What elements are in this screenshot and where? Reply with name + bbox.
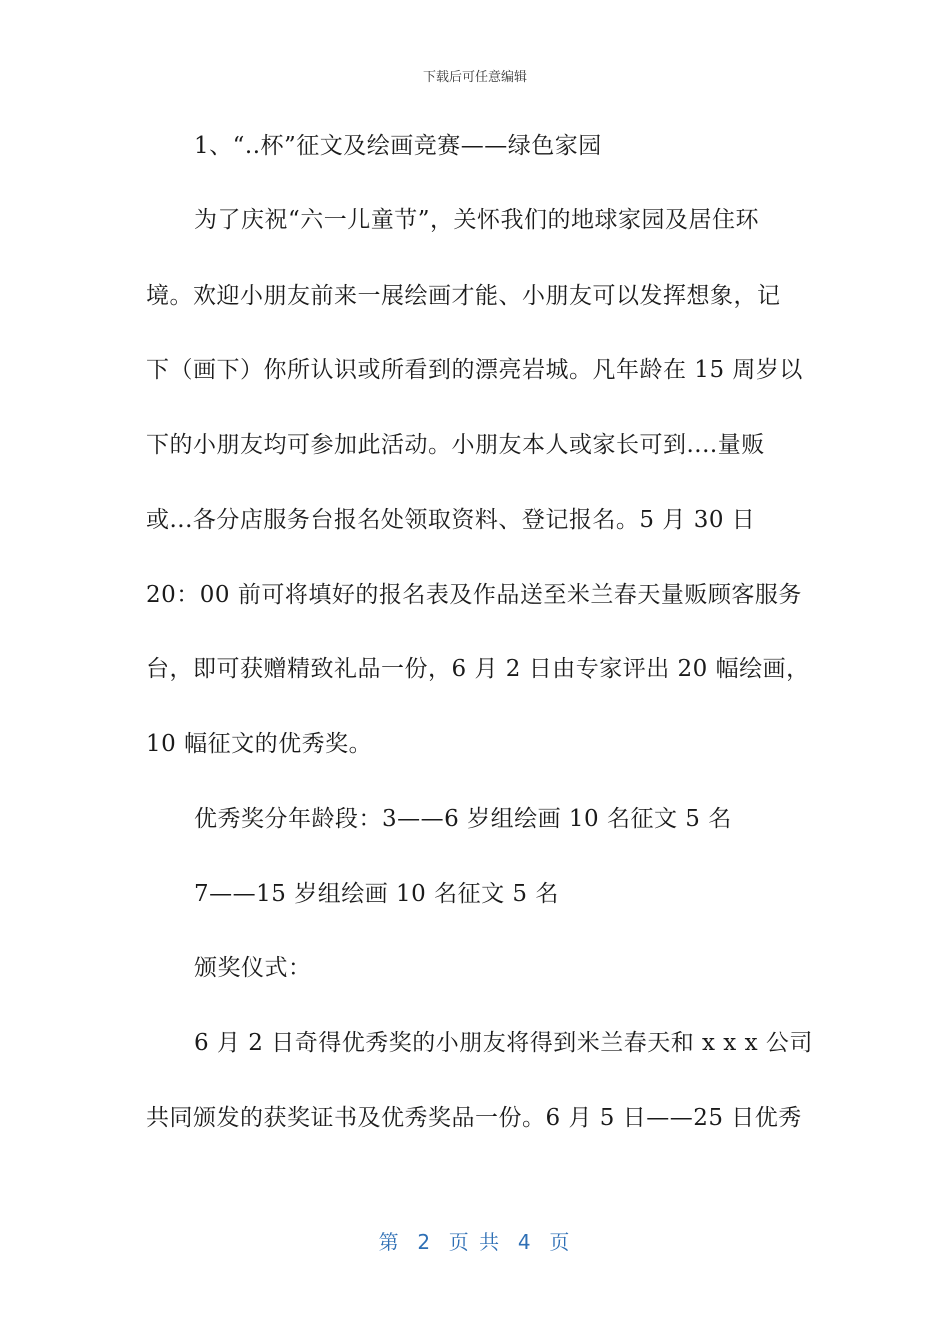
paragraph-line: 下（画下）你所认识或所看到的漂亮岩城。凡年龄在 15 周岁以 — [146, 357, 803, 383]
page-header: 下载后可任意编辑 — [422, 70, 527, 85]
paragraph-line: 7——15 岁组绘画 10 名征文 5 名 — [194, 881, 559, 907]
paragraph-line: 10 幅征文的优秀奖。 — [146, 731, 373, 757]
paragraph-line: 或...各分店服务台报名处领取资料、登记报名。5 月 30 日 — [146, 507, 756, 533]
section-heading: 1、“..杯”征文及绘画竞赛——绿色家园 — [194, 133, 602, 159]
paragraph-line: 20：00 前可将填好的报名表及作品送至米兰春天量贩顾客服务 — [146, 582, 802, 608]
paragraph-line: 台，即可获赠精致礼品一份，6 月 2 日由专家评出 20 幅绘画， — [146, 656, 810, 682]
paragraph-line: 境。欢迎小朋友前来一展绘画才能、小朋友可以发挥想象，记 — [146, 283, 781, 309]
paragraph-line: 下的小朋友均可参加此活动。小朋友本人或家长可到....量贩 — [146, 432, 765, 458]
paragraph-line: 为了庆祝“六一儿童节”，关怀我们的地球家园及居住环 — [194, 207, 760, 233]
paragraph-line: 6 月 2 日奇得优秀奖的小朋友将得到米兰春天和 x x x 公司 — [194, 1030, 813, 1056]
paragraph-line: 颁奖仪式： — [194, 955, 312, 981]
paragraph-line: 优秀奖分年龄段：3——6 岁组绘画 10 名征文 5 名 — [194, 806, 732, 832]
page-number: 第 2 页 共 4 页 — [378, 1230, 572, 1254]
paragraph-line: 共同颁发的获奖证书及优秀奖品一份。6 月 5 日——25 日优秀 — [146, 1105, 802, 1131]
